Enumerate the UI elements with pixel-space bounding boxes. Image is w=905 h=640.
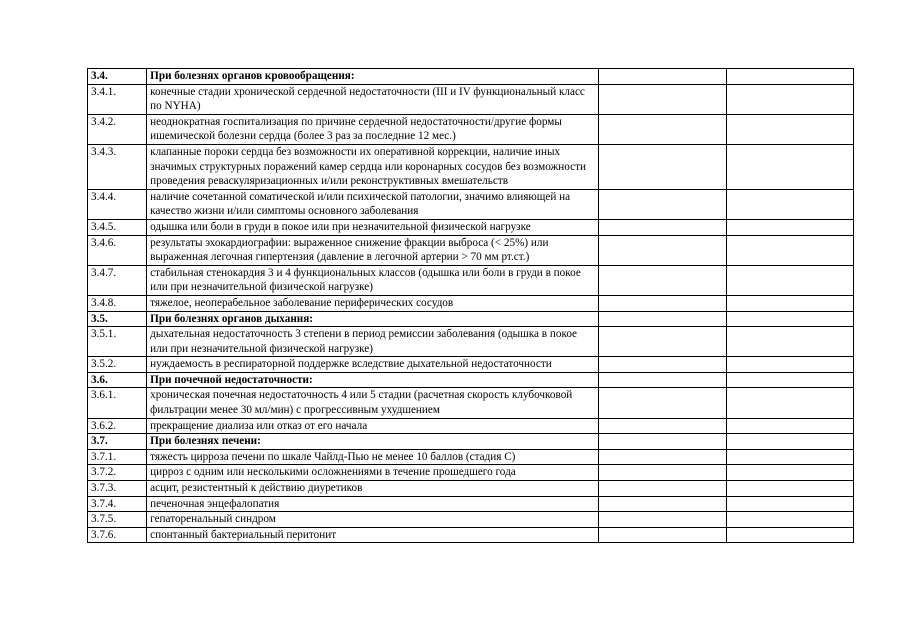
empty-cell (726, 219, 853, 235)
empty-cell (599, 69, 726, 85)
row-code: 3.4.8. (88, 295, 147, 311)
row-code: 3.4.7. (88, 265, 147, 295)
row-code: 3.4.3. (88, 144, 147, 189)
row-text: При болезнях печени: (147, 434, 599, 450)
row-text: нуждаемость в респираторной поддержке вследствие дыхательной недостаточности (147, 357, 599, 373)
empty-cell (726, 372, 853, 388)
empty-cell (599, 449, 726, 465)
empty-cell (726, 265, 853, 295)
empty-cell (599, 84, 726, 114)
empty-cell (599, 418, 726, 434)
empty-cell (726, 388, 853, 418)
table-row (88, 219, 854, 235)
empty-cell (599, 311, 726, 327)
row-code: 3.7. (88, 434, 147, 450)
row-code: 3.6. (88, 372, 147, 388)
empty-cell (599, 114, 726, 144)
empty-cell (726, 295, 853, 311)
empty-cell (599, 527, 726, 543)
row-text: цирроз с одним или несколькими осложнениями в течение прошедшего года (147, 465, 599, 481)
row-code: 3.7.5. (88, 512, 147, 528)
empty-cell (726, 84, 853, 114)
row-text: печеночная энцефалопатия (147, 496, 599, 512)
empty-cell (726, 311, 853, 327)
table-row (88, 144, 854, 189)
row-text: прекращение диализа или отказ от его начала (147, 418, 599, 434)
empty-cell (599, 496, 726, 512)
row-text: конечные стадии хронической сердечной недостаточности (III и IV функциональный класс по NYHA) (147, 84, 599, 114)
table-row (88, 84, 854, 114)
criteria-table-body (88, 69, 854, 543)
row-code: 3.5. (88, 311, 147, 327)
empty-cell (726, 114, 853, 144)
empty-cell (726, 449, 853, 465)
row-text: стабильная стенокардия 3 и 4 функциональных классов (одышка или боли в груди в покое или при незначительной физической нагрузке) (147, 265, 599, 295)
empty-cell (726, 144, 853, 189)
row-text: спонтанный бактериальный перитонит (147, 527, 599, 543)
row-code: 3.6.1. (88, 388, 147, 418)
row-text: хроническая почечная недостаточность 4 или 5 стадии (расчетная скорость клубочковой фильтрации менее 30 мл/мин) с прогрессивным ухудшением (147, 388, 599, 418)
empty-cell (599, 357, 726, 373)
empty-cell (726, 235, 853, 265)
empty-cell (599, 265, 726, 295)
row-code: 3.4.6. (88, 235, 147, 265)
empty-cell (726, 527, 853, 543)
empty-cell (599, 434, 726, 450)
empty-cell (599, 481, 726, 497)
table-row (88, 527, 854, 543)
row-code: 3.7.1. (88, 449, 147, 465)
empty-cell (599, 512, 726, 528)
table-row (88, 512, 854, 528)
table-row (88, 481, 854, 497)
table-row (88, 449, 854, 465)
row-code: 3.4.1. (88, 84, 147, 114)
table-row (88, 357, 854, 373)
table-row (88, 69, 854, 85)
table-row (88, 114, 854, 144)
table-row (88, 295, 854, 311)
empty-cell (726, 481, 853, 497)
row-code: 3.7.4. (88, 496, 147, 512)
row-code: 3.4. (88, 69, 147, 85)
table-row (88, 434, 854, 450)
empty-cell (726, 418, 853, 434)
row-text: асцит, резистентный к действию диуретиков (147, 481, 599, 497)
row-code: 3.7.3. (88, 481, 147, 497)
row-code: 3.4.2. (88, 114, 147, 144)
row-text: гепаторенальный синдром (147, 512, 599, 528)
empty-cell (726, 189, 853, 219)
criteria-table (87, 68, 854, 543)
row-text: наличие сочетанной соматической и/или психической патологии, значимо влияющей на качество жизни и/или симптомы основного заболевания (147, 189, 599, 219)
row-text: При почечной недостаточности: (147, 372, 599, 388)
empty-cell (726, 357, 853, 373)
empty-cell (726, 327, 853, 357)
row-text: тяжесть цирроза печени по шкале Чайлд-Пью не менее 10 баллов (стадия С) (147, 449, 599, 465)
row-text: дыхательная недостаточность 3 степени в период ремиссии заболевания (одышка в покое или при незначительной физической нагрузке) (147, 327, 599, 357)
row-text: одышка или боли в груди в покое или при незначительной физической нагрузке (147, 219, 599, 235)
row-text: результаты эхокардиографии: выраженное снижение фракции выброса (< 25%) или выраженная легочная гипертензия (давление в легочной артерии > 70 мм рт.ст.) (147, 235, 599, 265)
row-text: неоднократная госпитализация по причине сердечной недостаточности/другие формы ишемической болезни сердца (более 3 раз за последние 12 мес.) (147, 114, 599, 144)
table-row (88, 418, 854, 434)
empty-cell (599, 144, 726, 189)
row-code: 3.5.1. (88, 327, 147, 357)
row-code: 3.7.6. (88, 527, 147, 543)
table-row (88, 311, 854, 327)
empty-cell (726, 465, 853, 481)
table-row (88, 465, 854, 481)
row-text: При болезнях органов дыхания: (147, 311, 599, 327)
row-text: клапанные пороки сердца без возможности их оперативной коррекции, наличие иных значимых структурных поражений камер сердца или коронарных сосудов без возможности проведения реваскуляризационных и/или реконструктивных вмешательств (147, 144, 599, 189)
table-row (88, 388, 854, 418)
empty-cell (599, 388, 726, 418)
table-row (88, 327, 854, 357)
empty-cell (726, 496, 853, 512)
table-row (88, 189, 854, 219)
empty-cell (599, 189, 726, 219)
empty-cell (726, 434, 853, 450)
row-code: 3.4.5. (88, 219, 147, 235)
empty-cell (599, 372, 726, 388)
empty-cell (599, 295, 726, 311)
table-row (88, 496, 854, 512)
row-text: тяжелое, неоперабельное заболевание периферических сосудов (147, 295, 599, 311)
row-code: 3.7.2. (88, 465, 147, 481)
empty-cell (599, 219, 726, 235)
table-row (88, 235, 854, 265)
row-code: 3.4.4. (88, 189, 147, 219)
empty-cell (599, 327, 726, 357)
empty-cell (599, 235, 726, 265)
empty-cell (726, 69, 853, 85)
empty-cell (726, 512, 853, 528)
row-text: При болезнях органов кровообращения: (147, 69, 599, 85)
table-row (88, 265, 854, 295)
row-code: 3.6.2. (88, 418, 147, 434)
row-code: 3.5.2. (88, 357, 147, 373)
table-row (88, 372, 854, 388)
empty-cell (599, 465, 726, 481)
